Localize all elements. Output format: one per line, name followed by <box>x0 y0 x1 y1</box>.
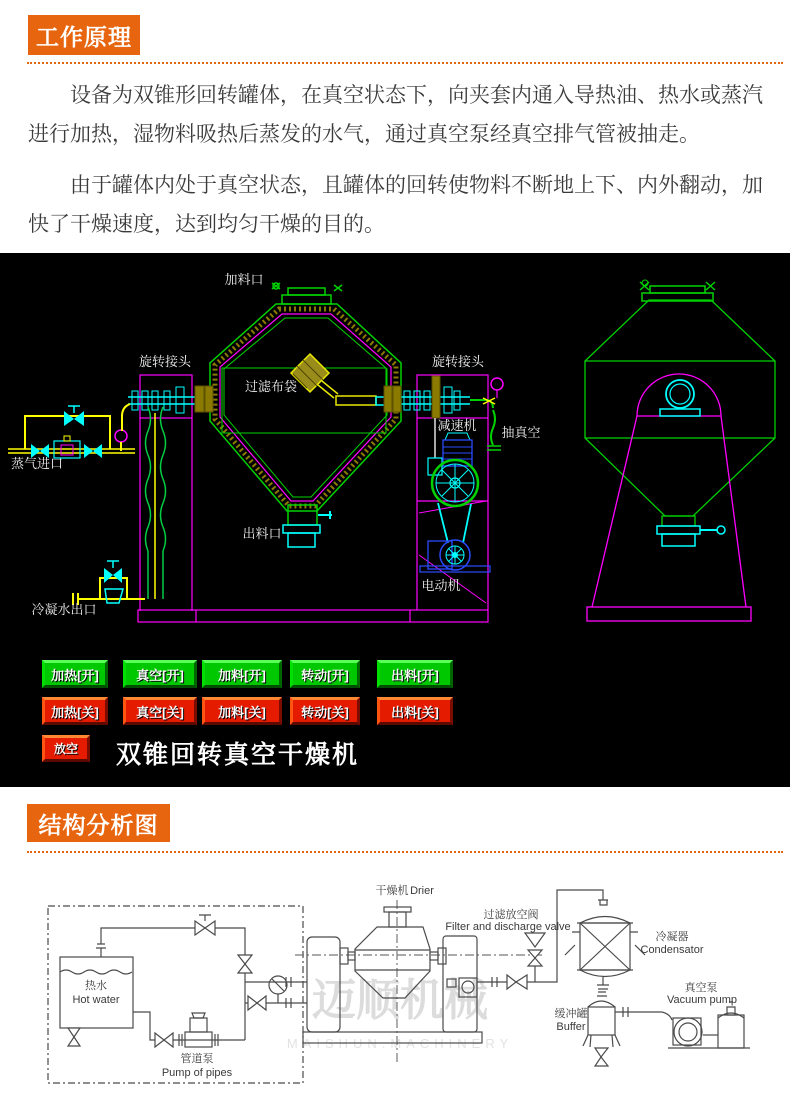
drier-label-cn: 干燥机 <box>375 885 409 897</box>
rotate-on-button[interactable]: 转动[开] <box>290 660 360 688</box>
filter-valve-label-en: Filter and discharge valve <box>445 921 571 933</box>
watermark-cn: 迈顺机械 <box>312 976 488 1025</box>
principle-paragraph-1: 设备为双锥形回转罐体，在真空状态下，向夹套内通入导热油、热水或蒸汽进行加热，湿物料吸热后蒸发的水气，通过真空泵经真空排气管被抽走。 <box>28 84 763 146</box>
discharge-on-button[interactable]: 出料[开] <box>377 660 453 688</box>
vacuum-off-button[interactable]: 真空[关] <box>123 697 197 725</box>
rotate-off-button[interactable]: 转动[关] <box>290 697 360 725</box>
structure-analysis-badge: 结构分析图 <box>27 804 170 842</box>
watermark-en: MAISHUN.MACHINERY <box>286 1036 514 1051</box>
machine-base <box>138 610 488 622</box>
vacuum-on-button[interactable]: 真空[开] <box>123 660 197 688</box>
discharge-off-button[interactable]: 出料[关] <box>377 697 453 725</box>
condenser-label-cn: 冷凝器 <box>655 931 689 943</box>
reducer-drivetrain <box>420 418 490 572</box>
filter-discharge-valve <box>525 933 545 982</box>
condensate-piping <box>73 561 145 605</box>
buffer-label-en: Buffer <box>556 1021 586 1033</box>
condensate-outlet-label: 冷凝水出口 <box>31 602 97 617</box>
pipe-pump <box>185 1013 212 1047</box>
drive-stand <box>384 375 488 610</box>
buffer-tank <box>583 992 620 1066</box>
heat-on-button[interactable]: 加热[开] <box>42 660 108 688</box>
vacuum-line <box>470 378 503 450</box>
heat-off-button[interactable]: 加热[关] <box>42 697 108 725</box>
condenser-label-en: Condensator <box>640 944 704 956</box>
cad-drawing <box>0 253 790 653</box>
pipe-pump-label-cn: 管道泵 <box>180 1053 214 1065</box>
principle-paragraph-2: 由于罐体内处于真空状态，且罐体的回转使物料不断地上下、内外翻动，加快了干燥速度，达到均匀干燥的目的。 <box>28 174 763 236</box>
hot-water-label-en: Hot water <box>72 994 120 1006</box>
hot-water-label-cn: 热水 <box>85 980 107 992</box>
motor-label: 电动机 <box>421 578 461 593</box>
vent-button[interactable]: 放空 <box>42 735 90 762</box>
buffer-label-cn: 缓冲罐 <box>554 1008 588 1020</box>
filter-bag-label: 过滤布袋 <box>244 379 298 394</box>
vacuum-draw-label: 抽真空 <box>501 425 541 440</box>
cad-control-panel <box>0 253 790 787</box>
filter-bag <box>291 354 387 405</box>
filter-valve-label-cn: 过滤放空阀 <box>483 909 539 921</box>
divider <box>27 851 783 853</box>
steam-inlet-piping <box>8 404 135 458</box>
drier-label-en: Drier <box>410 885 434 897</box>
machine-title: 双锥回转真空干燥机 <box>116 741 360 769</box>
vacuum-pump-label-en: Vacuum pump <box>666 994 738 1006</box>
side-view-vessel <box>210 283 401 547</box>
discharge-port-label: 出料口 <box>242 526 282 541</box>
left-rotary-joint <box>128 375 213 611</box>
rotary-joint-left-label: 旋转接头 <box>138 354 192 369</box>
feed-port-label: 加料口 <box>224 272 264 287</box>
reducer-label: 减速机 <box>437 418 477 433</box>
vacuum-pump <box>662 1002 750 1048</box>
condenser <box>565 900 645 989</box>
working-principle-badge: 工作原理 <box>28 15 140 55</box>
front-view-vessel <box>585 280 775 621</box>
feed-on-button[interactable]: 加料[开] <box>202 660 282 688</box>
steam-inlet-label: 蒸气进口 <box>10 456 64 471</box>
rotary-joint-right-label: 旋转接头 <box>431 354 485 369</box>
divider <box>27 62 783 64</box>
flex-hoses <box>146 407 166 599</box>
structure-flow-diagram <box>0 860 790 1118</box>
feed-off-button[interactable]: 加料[关] <box>202 697 282 725</box>
feed-port <box>272 283 342 304</box>
vacuum-pump-label-cn: 真空泵 <box>684 982 718 994</box>
pipe-pump-label-en: Pump of pipes <box>161 1067 233 1079</box>
